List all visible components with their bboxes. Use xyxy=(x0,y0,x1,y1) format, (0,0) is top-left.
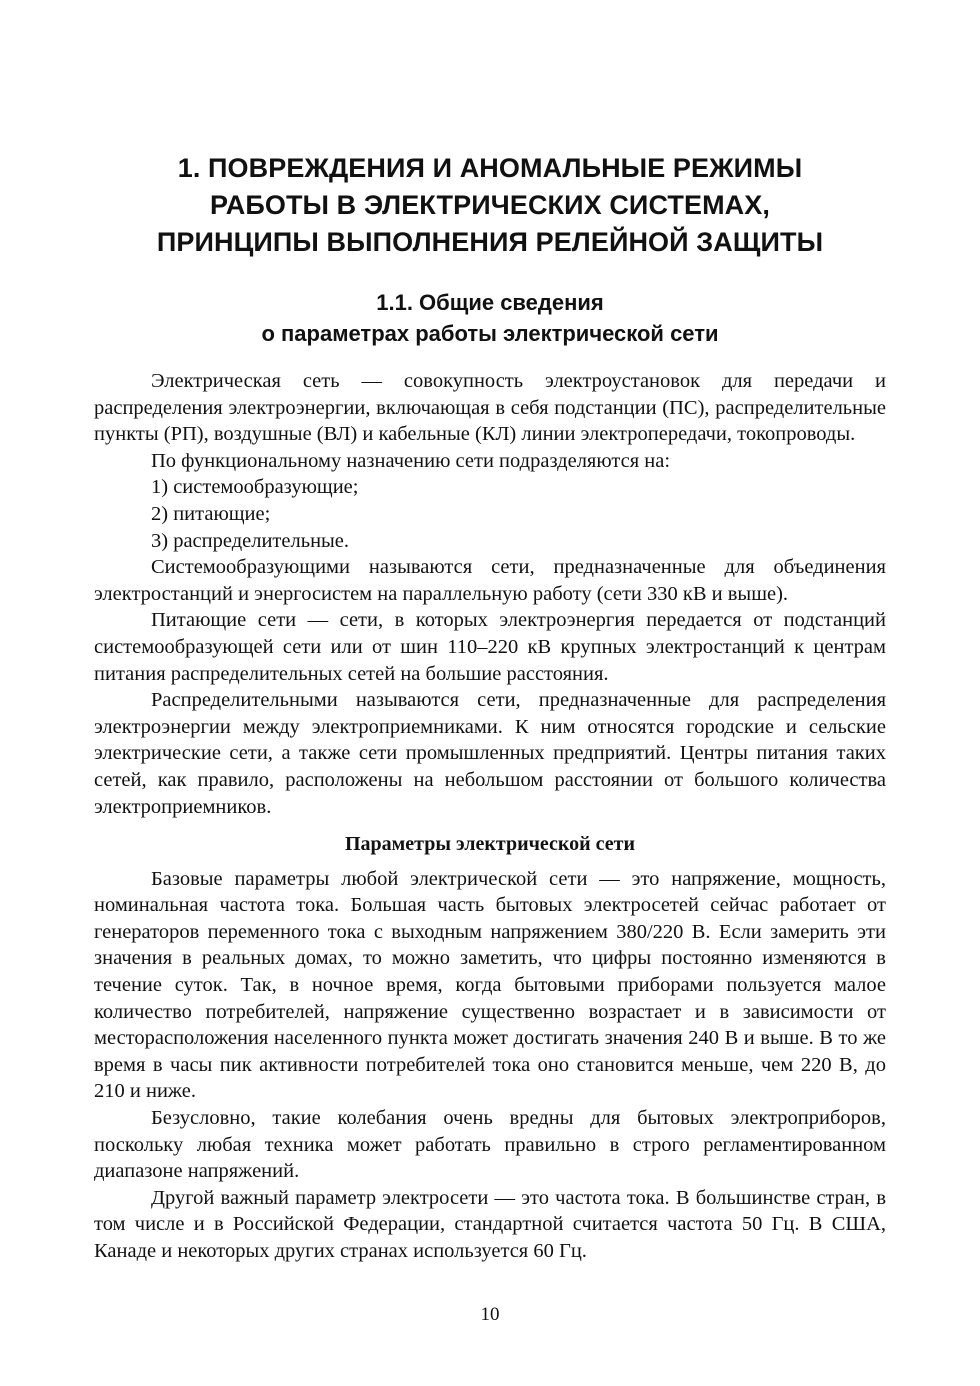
section-title-line-1: 1.1. Общие сведения xyxy=(376,290,604,315)
paragraph-supply-networks: Питающие сети — сети, в которых электроэнергия передается от подстанций системообразующей сети или от шин 110–220 кВ крупных электростанций к центрам питания распределительных сетей на большие расстояния. xyxy=(94,609,886,685)
page-content xyxy=(94,150,886,1265)
section-title xyxy=(94,287,886,349)
paragraph-frequency: Другой важный параметр электросети — это частота тока. В большинстве стран, в том числе и в Российской Федерации, стандартной считается частота 50 Гц. В США, Канаде и некоторых других странах используется 60 Гц. xyxy=(94,1186,886,1262)
paragraph-electric-network-definition: Электрическая сеть — совокупность электроустановок для передачи и распределения электроэнергии, включающая в себя подстанции (ПС), распределительные пункты (РП), воздушные (ВЛ) и кабельные (КЛ) линии электропередачи, токопроводы. xyxy=(94,370,886,446)
body-text xyxy=(94,368,886,1265)
paragraph-basic-parameters: Базовые параметры любой электрической сети — это напряжение, мощность, номинальная частота тока. Большая часть бытовых электросетей сейчас работает от генераторов переменного тока с выходным напряжением 380/220 В. Если замерить эти значения в реальных домах, то можно заметить, что цифры постоянно изменяются в течение суток. Так, в ночное время, когда бытовыми приборами пользуется малое количество потребителей, напряжение существенно возрастает и в зависимости от месторасположения населенного пункта может достигать значения 240 В и выше. В то же время в часы пик активности потребителей тока оно становится меньше, чем 220 В, до 210 и ниже. xyxy=(94,867,886,1103)
chapter-title xyxy=(94,150,886,261)
paragraph-classification-intro: По функциональному назначению сети подразделяются на: xyxy=(151,449,671,472)
page-number: 10 xyxy=(480,1304,500,1325)
chapter-title-line-2: РАБОТЫ В ЭЛЕКТРИЧЕСКИХ СИСТЕМАХ, xyxy=(210,190,770,220)
list-item-supply: 2) питающие; xyxy=(151,502,271,525)
chapter-title-line-3: ПРИНЦИПЫ ВЫПОЛНЕНИЯ РЕЛЕЙНОЙ ЗАЩИТЫ xyxy=(156,227,824,257)
list-item-backbone: 1) системообразующие; xyxy=(151,476,359,499)
list-item-distribution: 3) распределительные. xyxy=(151,529,350,552)
subheading-network-parameters: Параметры электрической сети xyxy=(344,833,635,856)
section-title-line-2: о параметрах работы электрической сети xyxy=(261,321,719,346)
paragraph-voltage-fluctuations: Безусловно, такие колебания очень вредны для бытовых электроприборов, поскольку любая техника может работать правильно в строго регламентированном диапазоне напряжений. xyxy=(94,1107,886,1183)
chapter-title-line-1: 1. ПОВРЕЖДЕНИЯ И АНОМАЛЬНЫЕ РЕЖИМЫ xyxy=(177,153,803,183)
paragraph-distribution-networks: Распределительными называются сети, предназначенные для распределения электроэнергии между электроприемниками. К ним относятся городские и сельские электрические сети, а также сети промышленных предприятий. Центры питания таких сетей, как правило, расположены на небольшом расстоянии от большого количества электроприемников. xyxy=(94,689,886,818)
paragraph-backbone-networks: Системообразующими называются сети, предназначенные для объединения электростанций и энергосистем на параллельную работу (сети 330 кВ и выше). xyxy=(94,556,886,605)
